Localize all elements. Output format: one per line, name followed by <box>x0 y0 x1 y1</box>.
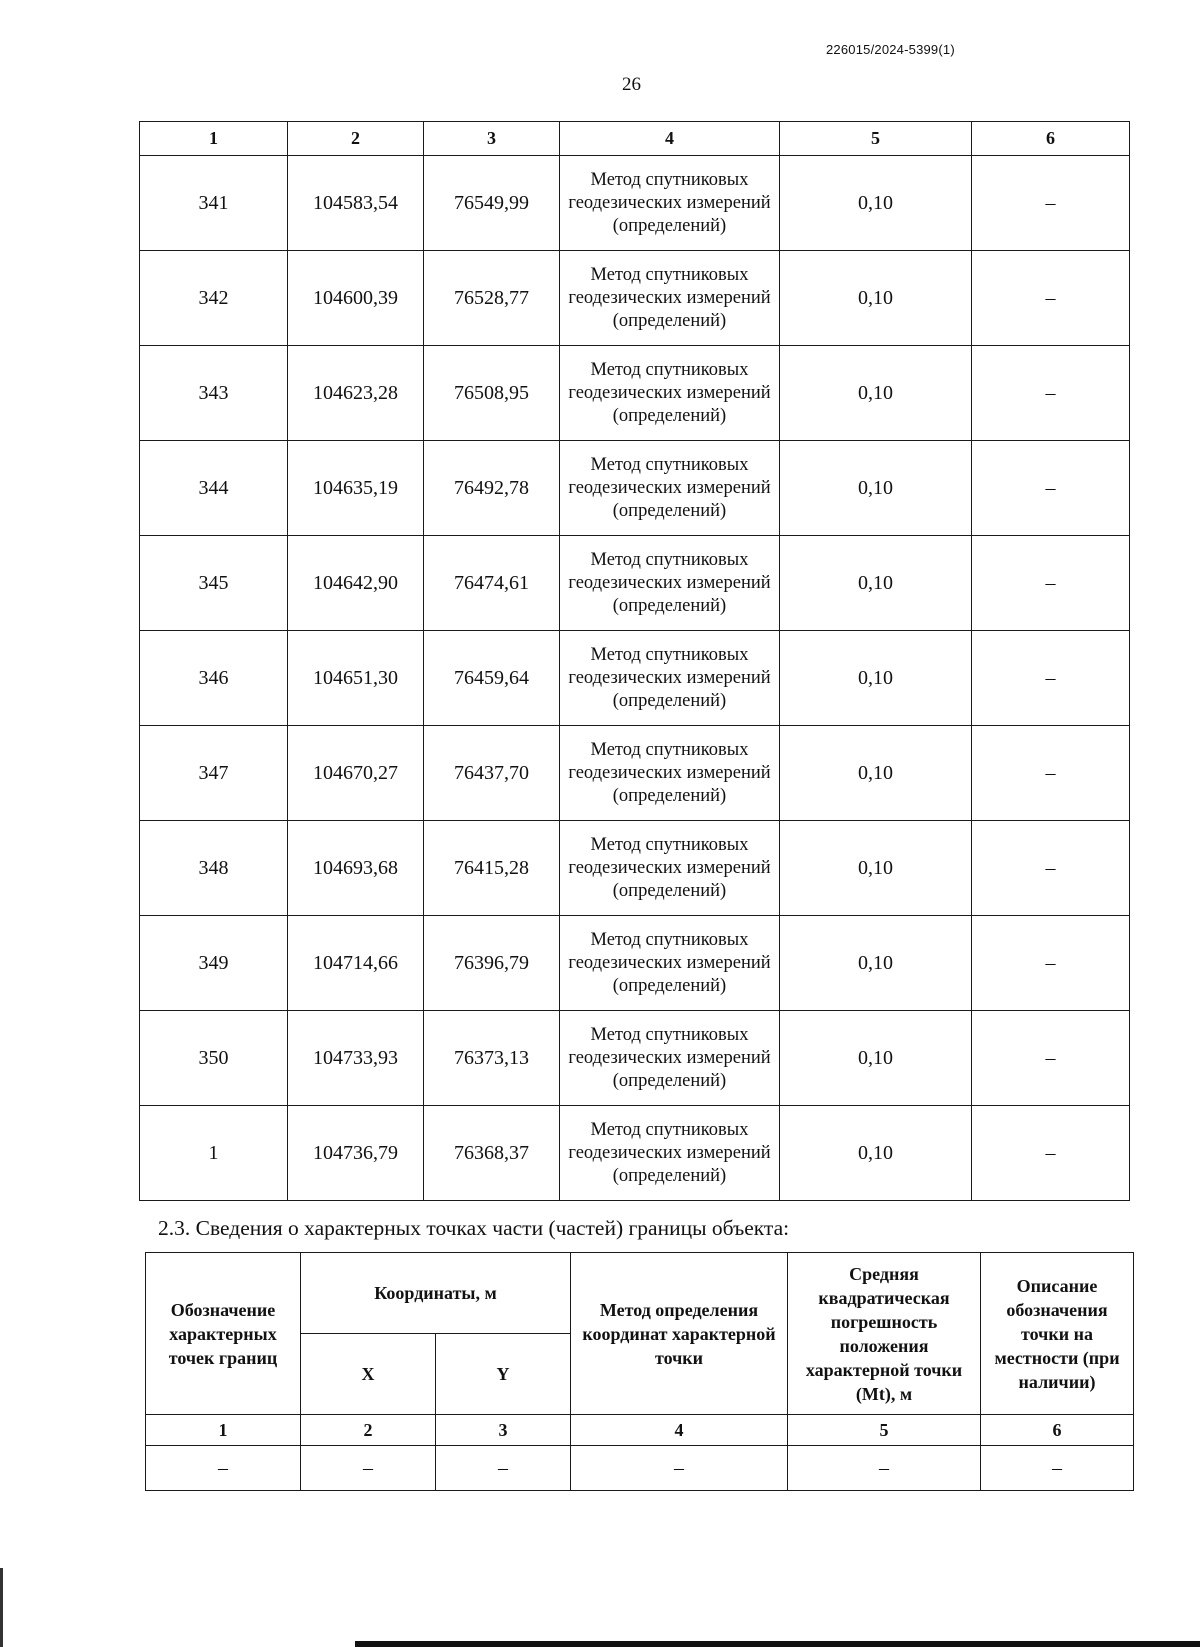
designation-header: Обозначение характерных точек границ <box>146 1253 301 1415</box>
y-coordinate-cell: 76459,64 <box>424 631 560 726</box>
description-cell: – <box>972 346 1130 441</box>
x-coordinate-cell: 104600,39 <box>288 251 424 346</box>
description-cell: – <box>972 251 1130 346</box>
accuracy-cell: 0,10 <box>780 1106 972 1201</box>
column-number-header: 1 <box>140 122 288 156</box>
table-row <box>140 821 1130 916</box>
x-coordinate-cell: 104623,28 <box>288 346 424 441</box>
coordinates-table-body <box>140 156 1130 1201</box>
description-cell: – <box>972 536 1130 631</box>
table-cell: – <box>981 1446 1134 1491</box>
y-coordinate-cell: 76373,13 <box>424 1011 560 1106</box>
y-coordinate-cell: 76437,70 <box>424 726 560 821</box>
column-number-header: 5 <box>780 122 972 156</box>
x-coordinate-cell: 104583,54 <box>288 156 424 251</box>
point-number-cell: 350 <box>140 1011 288 1106</box>
table-row <box>140 156 1130 251</box>
x-coordinate-cell: 104670,27 <box>288 726 424 821</box>
scan-edge-mark <box>0 1568 3 1647</box>
method-cell: Метод спутниковых геодезических измерений (определений) <box>560 726 780 821</box>
point-number-cell: 344 <box>140 441 288 536</box>
table-row <box>140 251 1130 346</box>
description-header: Описание обозначения точки на местности (при наличии) <box>981 1253 1134 1415</box>
method-header: Метод определения координат характерной точки <box>571 1253 788 1415</box>
description-cell: – <box>972 631 1130 726</box>
y-coordinate-cell: 76508,95 <box>424 346 560 441</box>
boundary-parts-table <box>145 1252 1134 1491</box>
x-coordinate-cell: 104642,90 <box>288 536 424 631</box>
y-coordinate-cell: 76549,99 <box>424 156 560 251</box>
column-number-header: 4 <box>560 122 780 156</box>
table-row <box>140 441 1130 536</box>
accuracy-cell: 0,10 <box>780 156 972 251</box>
column-number-header: 4 <box>571 1415 788 1446</box>
accuracy-cell: 0,10 <box>780 821 972 916</box>
parts-table-number-row <box>146 1415 1134 1446</box>
coordinates-table-header-row <box>140 122 1130 156</box>
y-coordinate-cell: 76528,77 <box>424 251 560 346</box>
table-cell: – <box>301 1446 436 1491</box>
y-coordinate-cell: 76492,78 <box>424 441 560 536</box>
column-number-header: 2 <box>301 1415 436 1446</box>
coordinates-header: Координаты, м <box>301 1253 571 1334</box>
table-row <box>140 536 1130 631</box>
description-cell: – <box>972 441 1130 536</box>
y-coordinate-cell: 76368,37 <box>424 1106 560 1201</box>
point-number-cell: 347 <box>140 726 288 821</box>
y-coordinate-cell: 76474,61 <box>424 536 560 631</box>
description-cell: – <box>972 156 1130 251</box>
y-coordinate-cell: 76396,79 <box>424 916 560 1011</box>
table-row <box>146 1446 1134 1491</box>
x-coordinate-cell: 104733,93 <box>288 1011 424 1106</box>
method-cell: Метод спутниковых геодезических измерений (определений) <box>560 821 780 916</box>
x-coordinate-cell: 104714,66 <box>288 916 424 1011</box>
table-row <box>140 631 1130 726</box>
x-coordinate-cell: 104693,68 <box>288 821 424 916</box>
method-cell: Метод спутниковых геодезических измерений (определений) <box>560 441 780 536</box>
column-number-header: 6 <box>981 1415 1134 1446</box>
column-number-header: 6 <box>972 122 1130 156</box>
method-cell: Метод спутниковых геодезических измерений (определений) <box>560 346 780 441</box>
accuracy-cell: 0,10 <box>780 536 972 631</box>
section-heading: 2.3. Сведения о характерных точках части (частей) границы объекта: <box>158 1216 790 1240</box>
page-number: 26 <box>622 74 641 95</box>
table-cell: – <box>571 1446 788 1491</box>
method-cell: Метод спутниковых геодезических измерений (определений) <box>560 536 780 631</box>
method-cell: Метод спутниковых геодезических измерений (определений) <box>560 156 780 251</box>
point-number-cell: 345 <box>140 536 288 631</box>
accuracy-cell: 0,10 <box>780 251 972 346</box>
description-cell: – <box>972 726 1130 821</box>
column-number-header: 3 <box>436 1415 571 1446</box>
column-number-header: 2 <box>288 122 424 156</box>
accuracy-header: Средняя квадратическая погрешность положения характерной точки (Mt), м <box>788 1253 981 1415</box>
x-header: X <box>301 1334 436 1415</box>
description-cell: – <box>972 1106 1130 1201</box>
description-cell: – <box>972 1011 1130 1106</box>
point-number-cell: 346 <box>140 631 288 726</box>
scan-edge-bar <box>355 1641 1200 1647</box>
accuracy-cell: 0,10 <box>780 631 972 726</box>
parts-table-header-row <box>146 1253 1134 1334</box>
document-id: 226015/2024-5399(1) <box>826 42 955 57</box>
table-row <box>140 346 1130 441</box>
table-cell: – <box>146 1446 301 1491</box>
column-number-header: 1 <box>146 1415 301 1446</box>
table-cell: – <box>788 1446 981 1491</box>
table-row <box>140 1011 1130 1106</box>
accuracy-cell: 0,10 <box>780 441 972 536</box>
y-coordinate-cell: 76415,28 <box>424 821 560 916</box>
point-number-cell: 349 <box>140 916 288 1011</box>
accuracy-cell: 0,10 <box>780 1011 972 1106</box>
point-number-cell: 348 <box>140 821 288 916</box>
method-cell: Метод спутниковых геодезических измерений (определений) <box>560 251 780 346</box>
table-row <box>140 916 1130 1011</box>
point-number-cell: 343 <box>140 346 288 441</box>
accuracy-cell: 0,10 <box>780 346 972 441</box>
x-coordinate-cell: 104635,19 <box>288 441 424 536</box>
point-number-cell: 1 <box>140 1106 288 1201</box>
table-row <box>140 726 1130 821</box>
x-coordinate-cell: 104736,79 <box>288 1106 424 1201</box>
method-cell: Метод спутниковых геодезических измерений (определений) <box>560 631 780 726</box>
table-cell: – <box>436 1446 571 1491</box>
y-header: Y <box>436 1334 571 1415</box>
point-number-cell: 341 <box>140 156 288 251</box>
accuracy-cell: 0,10 <box>780 916 972 1011</box>
description-cell: – <box>972 821 1130 916</box>
table-row <box>140 1106 1130 1201</box>
description-cell: – <box>972 916 1130 1011</box>
method-cell: Метод спутниковых геодезических измерений (определений) <box>560 916 780 1011</box>
column-number-header: 5 <box>788 1415 981 1446</box>
method-cell: Метод спутниковых геодезических измерений (определений) <box>560 1011 780 1106</box>
method-cell: Метод спутниковых геодезических измерений (определений) <box>560 1106 780 1201</box>
column-number-header: 3 <box>424 122 560 156</box>
point-number-cell: 342 <box>140 251 288 346</box>
accuracy-cell: 0,10 <box>780 726 972 821</box>
x-coordinate-cell: 104651,30 <box>288 631 424 726</box>
coordinates-table <box>139 121 1130 1201</box>
